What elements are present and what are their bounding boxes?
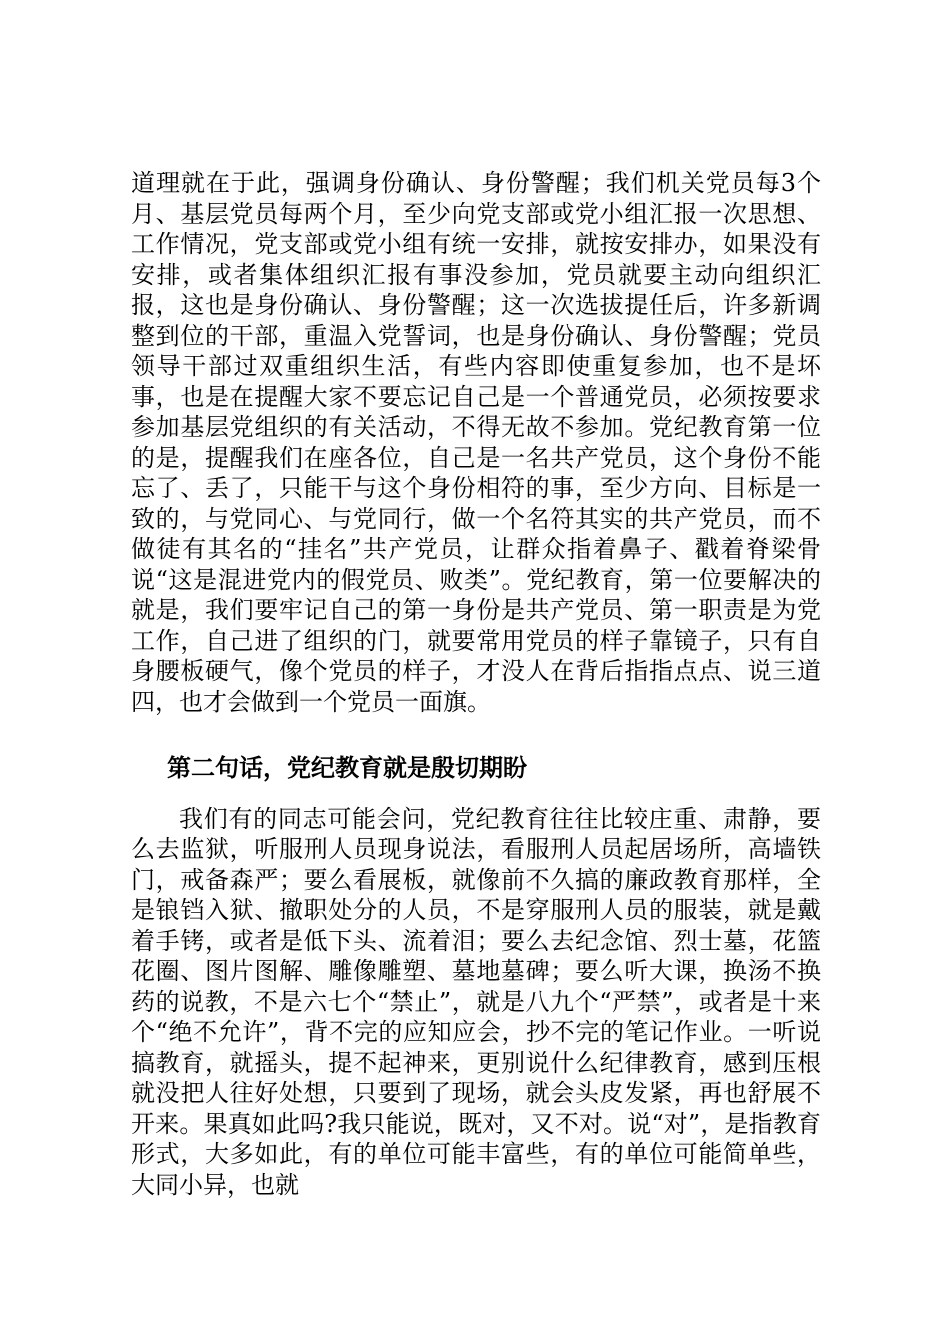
paragraph-section-two: 我们有的同志可能会问，党纪教育往往比较庄重、肃静，要么去监狱，听服刑人员现身说法，看服刑人员起居场所，高墙铁门，戒备森严；要么看展板，就像前不久搞的廉政教育那样，全是锒铛入狱、撤职处分的人员，不是穿服刑人员的服装，就是戴着手铐，或者是低下头、流着泪；要么去纪念馆、烈士墓，花篮花圈、图片图解、雕像雕塑、墓地墓碑；要么听大课，换汤不换药的说教，不是六七个“禁止”，就是八九个“严禁”，或者是十来个“绝不允许”，背不完的应知应会，抄不完的笔记作业。一听说搞教育，就摇头，提不起神来，更别说什么纪律教育，感到压根就没把人往好处想，只要到了现场，就会头皮发紧，再也舒展不开来。果真如此吗?我只能说，既对，又不对。说“对”，是指教育形式，大多如此，有的单位可能丰富些，有的单位可能简单些，大同小异，也就 xyxy=(131,804,821,1199)
paragraph-continued: 道理就在于此，强调身份确认、身份警醒；我们机关党员每3个月、基层党员每两个月，至少向党支部或党小组汇报一次思想、工作情况，党支部或党小组有统一安排，就按安排办，如果没有安排，或者集体组织汇报有事没参加，党员就要主动向组织汇报，这也是身份确认、身份警醒；这一次选拔提任后，许多新调整到位的干部，重温入党誓词，也是身份确认、身份警醒；党员领导干部过双重组织生活，有些内容即使重复参加，也不是坏事，也是在提醒大家不要忘记自己是一个普通党员，必须按要求参加基层党组织的有关活动，不得无故不参加。党纪教育第一位的是，提醒我们在座各位，自己是一名共产党员，这个身份不能忘了、丢了，只能干与这个身份相符的事，至少方向、目标是一致的，与党同心、与党同行，做一个名符其实的共产党员，而不做徒有其名的“挂名”共产党员，让群众指着鼻子、戳着脊梁骨说“这是混进党内的假党员、败类”。党纪教育，第一位要解决的就是，我们要牢记自己的第一身份是共产党员、第一职责是为党工作，自己进了组织的门，就要常用党员的样子靠镜子，只有自身腰板硬气，像个党员的样子，才没人在背后指指点点、说三道四，也才会做到一个党员一面旗。 xyxy=(131,169,821,716)
section-heading: 第二句话，党纪教育就是殷切期盼 xyxy=(167,754,527,782)
document-body xyxy=(131,168,821,1200)
